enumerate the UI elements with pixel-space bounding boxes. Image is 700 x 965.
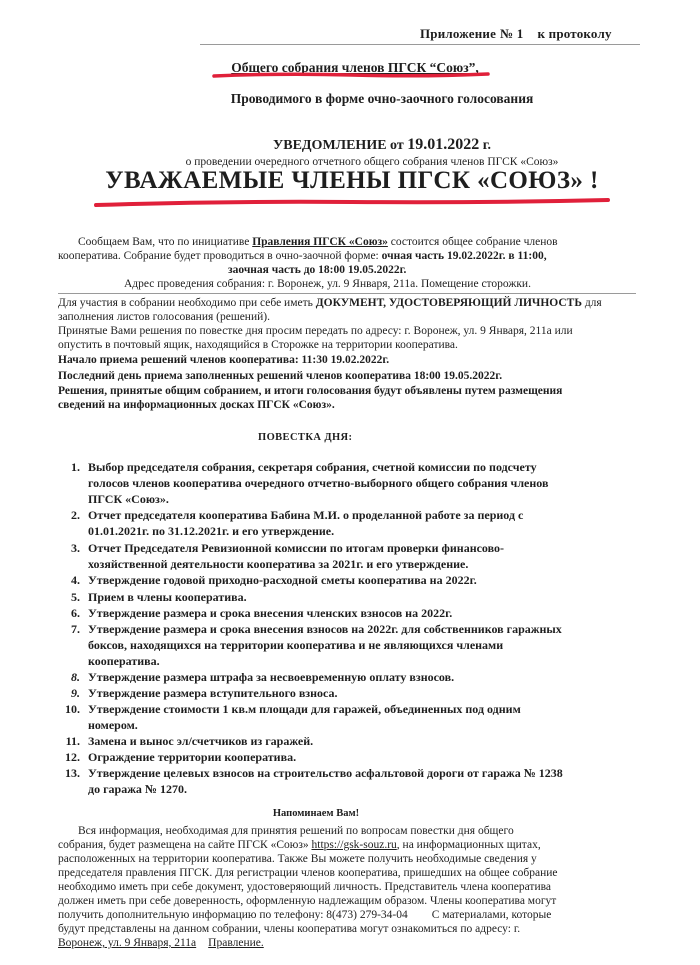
agenda-item — [58, 702, 521, 717]
agenda-item-number: 6. — [71, 606, 80, 620]
agenda-item — [58, 766, 563, 781]
agenda-item-number: 3. — [71, 541, 80, 555]
agenda-item-number: 8. — [71, 670, 80, 684]
footer-line-5: необходимо иметь при себе документ, удостоверяющий личность. Представитель члена кооператива — [58, 881, 551, 893]
footer-line-7: получить дополнительную информацию по телефону: 8(473) 279-34-04 С материалами, которые — [58, 909, 552, 921]
agenda-item — [58, 622, 562, 637]
agenda-item — [58, 508, 523, 523]
main-headline: УВАЖАЕМЫЕ ЧЛЕНЫ ПГСК «СОЮЗ» ! — [105, 167, 599, 194]
red-marker-underline-headline — [92, 196, 612, 210]
agenda-item — [58, 460, 537, 475]
red-marker-underline-title — [212, 70, 492, 82]
agenda-item-text: Утверждение целевых взносов на строительство асфальтовой дороги от гаража № 1238 — [88, 766, 563, 780]
info-line-1: Для участия в собрании необходимо при себе иметь ДОКУМЕНТ, УДОСТОВЕРЯЮЩИЙ ЛИЧНОСТЬ для — [58, 297, 602, 309]
appendix-word: Приложение — [420, 26, 497, 41]
header-rule — [200, 44, 640, 45]
intro-line-2: кооператива. Собрание будет проводиться в очно-заочной форме: очная часть 19.02.2022г. в 11:00, — [58, 250, 547, 262]
footer-line-8: будут представлены на данном собрании, члены кооператива могут ознакомиться по адресу: г. — [58, 923, 521, 935]
agenda-item-number: 4. — [71, 573, 80, 587]
info-line-3: Принятые Вами решения по повестке дня просим передать по адресу: г. Воронеж, ул. 9 Января, 211а или — [58, 325, 573, 337]
footer-line-4: председателя правления ПГСК. Для регистрации членов кооператива, пришедших на общее собрание — [58, 867, 558, 879]
footer-address: Воронеж, ул. 9 Января, 211а — [58, 937, 197, 949]
doc-title-line1: Общего собрания членов ПГСК “Союз”, — [231, 60, 479, 75]
footer-line-6: должен иметь при себе доверенность, оформленную надлежащим образом. Члены кооператива могут — [58, 895, 557, 907]
agenda-item — [58, 670, 454, 685]
agenda-item-text: Отчет председателя кооператива Бабина М.И. о проделанной работе за период с — [88, 508, 524, 522]
footer-line-9 — [58, 937, 264, 949]
intro-address: Адрес проведения собрания: г. Воронеж, ул. 9 Января, 211а. Помещение сторожки. — [124, 278, 531, 290]
appendix-number: № 1 — [500, 26, 524, 41]
agenda-item-text: Утверждение годовой приходно-расходной сметы кооператива на 2022г. — [88, 573, 477, 587]
agenda-item-text: Замена и вынос эл/счетчиков из гаражей. — [88, 734, 314, 748]
doc-title-line2: Проводимого в форме очно-заочного голосования — [230, 91, 534, 106]
agenda-item-text: Ограждение территории кооператива. — [88, 750, 297, 764]
agenda-item — [58, 541, 504, 556]
contact-phone: получить дополнительную информацию по телефону: 8(473) 279-34-04 — [58, 909, 408, 921]
info-line-7: Решения, принятые общим собранием, и итоги голосования будут объявлены путем размещения — [58, 385, 563, 397]
footer-line-2: собрания, будет размещена на сайте ПГСК «Союз» https://gsk-souz.ru, на информационных щитах, — [58, 839, 541, 851]
website-link[interactable]: https://gsk-souz.ru — [311, 839, 397, 851]
agenda-item-continuation: кооператива. — [88, 654, 160, 668]
agenda-item — [58, 686, 338, 701]
agenda-item-text: Утверждение размера и срока внесения членских взносов на 2022г. — [88, 606, 453, 620]
initiator-link: Правления ПГСК «Союз» — [252, 236, 388, 248]
in-person-date: очная часть 19.02.2022г. в 11:00, — [381, 250, 547, 262]
agenda-item-continuation: голосов членов кооператива очередного отчетно-выборного общего собрания членов — [88, 476, 549, 490]
footer-line-1: Вся информация, необходимая для принятия решений по вопросам повестки дня общего — [78, 825, 514, 837]
agenda-item-number: 7. — [71, 622, 80, 636]
agenda-item-number: 10. — [65, 702, 80, 716]
agenda-item — [58, 750, 296, 765]
agenda-item-text: Утверждение стоимости 1 кв.м площади для гаражей, объединенных под одним — [88, 702, 521, 716]
intro-line-1: Сообщаем Вам, что по инициативе Правления ПГСК «Союз» состоится общее собрание членов — [78, 236, 558, 248]
notice-heading: УВЕДОМЛЕНИЕ от 19.01.2022 г. — [272, 136, 492, 153]
agenda-item-text: Утверждение размера и срока внесения взносов на 2022г. для собственников гаражных — [88, 622, 562, 636]
info-line-4: опустить в почтовый ящик, находящийся в Сторожке на территории кооператива. — [58, 339, 458, 351]
agenda-item-continuation: боксов, находящихся на территории кооператива и не являющихся членами — [88, 638, 504, 652]
info-line-2: заполнения листов голосования (решений). — [58, 311, 270, 323]
agenda-item-continuation: ПГСК «Союз». — [88, 492, 169, 506]
agenda-item-continuation: до гаража № 1270. — [88, 782, 187, 796]
agenda-item — [58, 590, 247, 605]
agenda-item — [58, 734, 313, 749]
appendix-tail: к протоколу — [537, 26, 612, 41]
notice-subject: о проведении очередного отчетного общего собрания членов ПГСК «Союз» — [185, 156, 559, 168]
notice-date: 19.01.2022 — [407, 136, 480, 153]
info-line-8: сведений на информационных досках ПГСК «Союз». — [58, 399, 335, 411]
reminder-heading: Напоминаем Вам! — [272, 808, 360, 819]
agenda-title: ПОВЕСТКА ДНЯ: — [258, 432, 353, 443]
appendix-label — [420, 26, 612, 42]
agenda-item-number: 1. — [71, 460, 80, 474]
agenda-item-text: Выбор председателя собрания, секретаря собрания, счетной комиссии по подсчету — [88, 460, 537, 474]
agenda-item-text: Утверждение размера вступительного взноса. — [88, 686, 338, 700]
agenda-item-text: Утверждение размера штрафа за несвоевременную оплату взносов. — [88, 670, 455, 684]
agenda-item-number: 9. — [71, 686, 80, 700]
section-divider — [58, 293, 636, 294]
agenda-item-text: Прием в члены кооператива. — [88, 590, 247, 604]
agenda-item — [58, 573, 477, 588]
receiving-start: Начало приема решений членов кооператива: 11:30 19.02.2022г. — [58, 354, 390, 366]
agenda-item-continuation: хозяйственной деятельности кооператива за 2021г. и его утверждение. — [88, 557, 469, 571]
agenda-item-number: 11. — [65, 734, 80, 748]
agenda-item-number: 2. — [71, 508, 80, 522]
agenda-item-number: 5. — [71, 590, 80, 604]
receiving-deadline: Последний день приема заполненных решений членов кооператива 18:00 19.05.2022г. — [58, 370, 503, 382]
footer-line-3: расположенных на территории кооператива. Также Вы можете получить необходимые сведения у — [58, 853, 537, 865]
agenda-item — [58, 606, 452, 621]
agenda-item-continuation: 01.01.2021г. по 31.12.2021г. и его утверждение. — [88, 524, 335, 538]
agenda-item-number: 13. — [65, 766, 80, 780]
agenda-item-text: Отчет Председателя Ревизионной комиссии по итогам проверки финансово- — [88, 541, 505, 555]
agenda-item-continuation: номером. — [88, 718, 138, 732]
intro-line-3: заочная часть до 18:00 19.05.2022г. — [228, 264, 407, 276]
signature-board: Правление. — [208, 937, 264, 949]
agenda-item-number: 12. — [65, 750, 80, 764]
